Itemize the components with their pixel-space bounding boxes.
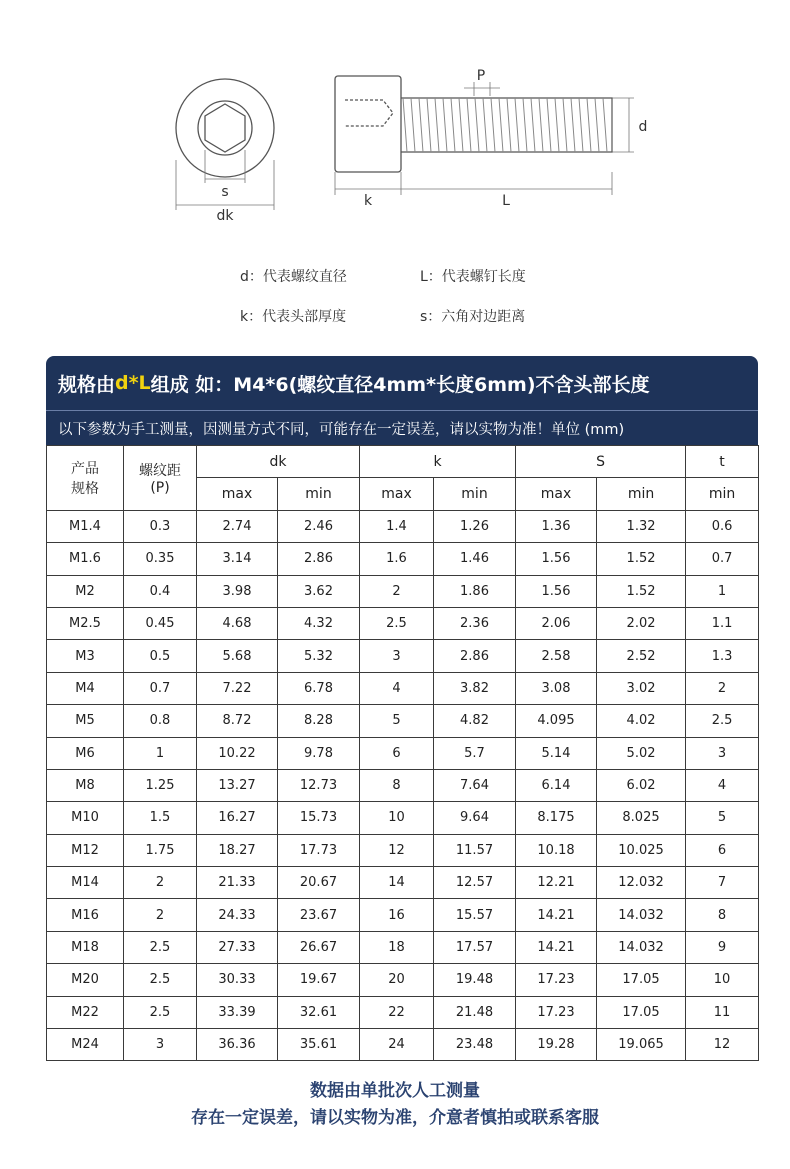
table-cell: 4.095 bbox=[516, 705, 597, 737]
title-post: 组成 如：M4*6(螺纹直径4mm*长度6mm)不含头部长度 bbox=[150, 373, 650, 396]
table-cell: 2.36 bbox=[434, 607, 516, 639]
table-cell: 17.05 bbox=[597, 964, 686, 996]
table-cell: 17.05 bbox=[597, 996, 686, 1028]
table-cell: 0.45 bbox=[124, 607, 197, 639]
table-cell: M3 bbox=[47, 640, 124, 672]
table-cell: 9.78 bbox=[278, 737, 360, 769]
table-row bbox=[47, 802, 759, 834]
table-cell: M6 bbox=[47, 737, 124, 769]
table-cell: 5.68 bbox=[197, 640, 278, 672]
legend-s: s：六角对边距离 bbox=[420, 309, 526, 325]
table-cell: M18 bbox=[47, 931, 124, 963]
table-cell: 10 bbox=[686, 964, 759, 996]
table-cell: 18 bbox=[360, 931, 434, 963]
sub-s-max: max bbox=[516, 478, 597, 510]
table-cell: M2.5 bbox=[47, 607, 124, 639]
table-cell: 7 bbox=[686, 867, 759, 899]
table-cell: 1 bbox=[686, 575, 759, 607]
table-row bbox=[47, 1029, 759, 1061]
table-cell: 0.4 bbox=[124, 575, 197, 607]
table-cell: 2.5 bbox=[360, 607, 434, 639]
table-cell: 17.57 bbox=[434, 931, 516, 963]
table-cell: M20 bbox=[47, 964, 124, 996]
table-cell: 1.32 bbox=[597, 510, 686, 542]
table-cell: 0.3 bbox=[124, 510, 197, 542]
table-cell: 1.1 bbox=[686, 607, 759, 639]
table-cell: 33.39 bbox=[197, 996, 278, 1028]
table-cell: 12.032 bbox=[597, 867, 686, 899]
table-cell: 13.27 bbox=[197, 769, 278, 801]
table-cell: 1.25 bbox=[124, 769, 197, 801]
table-cell: 5 bbox=[360, 705, 434, 737]
table-cell: 1.52 bbox=[597, 575, 686, 607]
table-cell: 2.06 bbox=[516, 607, 597, 639]
table-cell: 1.52 bbox=[597, 543, 686, 575]
table-row bbox=[47, 899, 759, 931]
label-l: L bbox=[502, 193, 510, 209]
legend-row bbox=[240, 256, 660, 296]
table-cell: 9.64 bbox=[434, 802, 516, 834]
screw-diagram bbox=[0, 0, 790, 240]
legend-k: k：代表头部厚度 bbox=[240, 309, 347, 325]
table-cell: 4.68 bbox=[197, 607, 278, 639]
table-cell: 3 bbox=[686, 737, 759, 769]
table-cell: 8.025 bbox=[597, 802, 686, 834]
table-cell: 21.33 bbox=[197, 867, 278, 899]
table-cell: 5.7 bbox=[434, 737, 516, 769]
table-cell: 1.56 bbox=[516, 543, 597, 575]
table-cell: 2 bbox=[686, 672, 759, 704]
table-row bbox=[47, 737, 759, 769]
table-cell: 7.64 bbox=[434, 769, 516, 801]
table-cell: 3.98 bbox=[197, 575, 278, 607]
table-cell: 17.73 bbox=[278, 834, 360, 866]
table-cell: 2.5 bbox=[124, 996, 197, 1028]
table-header-row bbox=[47, 446, 759, 478]
table-cell: 4.82 bbox=[434, 705, 516, 737]
hex-socket-icon bbox=[205, 104, 245, 152]
col-k: k bbox=[360, 446, 516, 478]
table-cell: 11.57 bbox=[434, 834, 516, 866]
label-s: s bbox=[221, 184, 229, 200]
table-row bbox=[47, 543, 759, 575]
table-cell: 8.28 bbox=[278, 705, 360, 737]
table-row bbox=[47, 834, 759, 866]
table-cell: 20.67 bbox=[278, 867, 360, 899]
table-cell: 4 bbox=[360, 672, 434, 704]
table-cell: 10.025 bbox=[597, 834, 686, 866]
table-cell: 1.56 bbox=[516, 575, 597, 607]
table-cell: M16 bbox=[47, 899, 124, 931]
table-row bbox=[47, 931, 759, 963]
table-cell: 10 bbox=[360, 802, 434, 834]
screw-side-view bbox=[335, 76, 612, 172]
table-cell: 0.7 bbox=[686, 543, 759, 575]
table-cell: 12.73 bbox=[278, 769, 360, 801]
table-cell: 32.61 bbox=[278, 996, 360, 1028]
spec-panel bbox=[46, 356, 758, 1061]
table-cell: 1.3 bbox=[686, 640, 759, 672]
footer-line1: 数据由单批次人工测量 bbox=[310, 1081, 480, 1101]
table-cell: 5.02 bbox=[597, 737, 686, 769]
table-cell: 6 bbox=[686, 834, 759, 866]
table-cell: 1.5 bbox=[124, 802, 197, 834]
table-cell: M22 bbox=[47, 996, 124, 1028]
table-cell: 2.74 bbox=[197, 510, 278, 542]
table-cell: 24.33 bbox=[197, 899, 278, 931]
table-cell: 2 bbox=[124, 899, 197, 931]
table-cell: 4.32 bbox=[278, 607, 360, 639]
table-cell: 15.73 bbox=[278, 802, 360, 834]
table-row bbox=[47, 672, 759, 704]
sub-t-min: min bbox=[686, 478, 759, 510]
table-row bbox=[47, 867, 759, 899]
legend bbox=[240, 256, 660, 336]
col-dk: dk bbox=[197, 446, 360, 478]
table-cell: 19.28 bbox=[516, 1029, 597, 1061]
table-cell: 2 bbox=[360, 575, 434, 607]
table-cell: 1.86 bbox=[434, 575, 516, 607]
table-cell: 11 bbox=[686, 996, 759, 1028]
spec-title bbox=[46, 356, 758, 410]
table-cell: 17.23 bbox=[516, 964, 597, 996]
table-cell: 14 bbox=[360, 867, 434, 899]
table-cell: 2 bbox=[124, 867, 197, 899]
table-cell: 10.22 bbox=[197, 737, 278, 769]
table-cell: 6.78 bbox=[278, 672, 360, 704]
table-row bbox=[47, 964, 759, 996]
table-cell: 19.065 bbox=[597, 1029, 686, 1061]
table-cell: 18.27 bbox=[197, 834, 278, 866]
table-row bbox=[47, 640, 759, 672]
table-cell: 27.33 bbox=[197, 931, 278, 963]
table-cell: 2.5 bbox=[686, 705, 759, 737]
table-cell: 19.67 bbox=[278, 964, 360, 996]
label-k: k bbox=[363, 193, 373, 209]
table-cell: 12 bbox=[686, 1029, 759, 1061]
table-cell: 20 bbox=[360, 964, 434, 996]
table-cell: 2.86 bbox=[434, 640, 516, 672]
table-cell: 16 bbox=[360, 899, 434, 931]
col-t: t bbox=[686, 446, 759, 478]
legend-row bbox=[240, 296, 660, 336]
footer-line2: 存在一定误差，请以实物为准，介意者慎拍或联系客服 bbox=[191, 1108, 599, 1128]
table-cell: 1.6 bbox=[360, 543, 434, 575]
table-cell: M2 bbox=[47, 575, 124, 607]
title-pre: 规格由 bbox=[58, 373, 116, 396]
table-cell: 0.7 bbox=[124, 672, 197, 704]
sub-k-min: min bbox=[434, 478, 516, 510]
spec-table bbox=[46, 445, 759, 1061]
table-cell: 8.72 bbox=[197, 705, 278, 737]
table-cell: M4 bbox=[47, 672, 124, 704]
table-cell: 23.67 bbox=[278, 899, 360, 931]
table-cell: 8.175 bbox=[516, 802, 597, 834]
table-cell: 4 bbox=[686, 769, 759, 801]
table-cell: 2.58 bbox=[516, 640, 597, 672]
col-pitch: 螺纹距 (P) bbox=[124, 446, 197, 511]
table-cell: 5.32 bbox=[278, 640, 360, 672]
legend-l: L：代表螺钉长度 bbox=[420, 269, 526, 285]
table-cell: 4.02 bbox=[597, 705, 686, 737]
table-cell: M24 bbox=[47, 1029, 124, 1061]
table-cell: M14 bbox=[47, 867, 124, 899]
table-row bbox=[47, 575, 759, 607]
table-cell: 6.02 bbox=[597, 769, 686, 801]
table-cell: 3.14 bbox=[197, 543, 278, 575]
table-cell: 6 bbox=[360, 737, 434, 769]
table-cell: M1.4 bbox=[47, 510, 124, 542]
table-cell: 5.14 bbox=[516, 737, 597, 769]
table-cell: 5 bbox=[686, 802, 759, 834]
table-body bbox=[47, 510, 759, 1061]
table-cell: 14.032 bbox=[597, 899, 686, 931]
table-cell: 19.48 bbox=[434, 964, 516, 996]
table-cell: 0.5 bbox=[124, 640, 197, 672]
table-cell: 3.62 bbox=[278, 575, 360, 607]
table-cell: M1.6 bbox=[47, 543, 124, 575]
table-cell: 1.75 bbox=[124, 834, 197, 866]
table-cell: 8 bbox=[686, 899, 759, 931]
table-cell: 1.26 bbox=[434, 510, 516, 542]
table-cell: M10 bbox=[47, 802, 124, 834]
table-cell: 35.61 bbox=[278, 1029, 360, 1061]
table-cell: 14.032 bbox=[597, 931, 686, 963]
sub-dk-min: min bbox=[278, 478, 360, 510]
col-s: S bbox=[516, 446, 686, 478]
head-top-view bbox=[176, 79, 274, 177]
sub-k-max: max bbox=[360, 478, 434, 510]
footer bbox=[0, 1078, 790, 1132]
table-cell: M8 bbox=[47, 769, 124, 801]
spec-note: 以下参数为手工测量，因测量方式不同，可能存在一定误差，请以实物为准！单位 (mm) bbox=[46, 410, 758, 445]
table-cell: 17.23 bbox=[516, 996, 597, 1028]
table-cell: 30.33 bbox=[197, 964, 278, 996]
table-cell: M12 bbox=[47, 834, 124, 866]
table-cell: 3 bbox=[124, 1029, 197, 1061]
table-cell: 2.46 bbox=[278, 510, 360, 542]
table-cell: 10.18 bbox=[516, 834, 597, 866]
col-spec: 产品 规格 bbox=[47, 446, 124, 511]
sub-dk-max: max bbox=[197, 478, 278, 510]
table-cell: 3 bbox=[360, 640, 434, 672]
table-cell: 0.35 bbox=[124, 543, 197, 575]
table-cell: 15.57 bbox=[434, 899, 516, 931]
label-dk: dk bbox=[216, 208, 234, 224]
table-row bbox=[47, 705, 759, 737]
table-cell: 21.48 bbox=[434, 996, 516, 1028]
table-cell: 1.4 bbox=[360, 510, 434, 542]
table-cell: 1.36 bbox=[516, 510, 597, 542]
table-cell: 3.08 bbox=[516, 672, 597, 704]
table-cell: 2.5 bbox=[124, 931, 197, 963]
table-cell: 22 bbox=[360, 996, 434, 1028]
table-cell: 6.14 bbox=[516, 769, 597, 801]
sub-s-min: min bbox=[597, 478, 686, 510]
table-cell: 2.5 bbox=[124, 964, 197, 996]
table-cell: 0.8 bbox=[124, 705, 197, 737]
table-cell: 24 bbox=[360, 1029, 434, 1061]
table-cell: 2.86 bbox=[278, 543, 360, 575]
legend-d: d：代表螺纹直径 bbox=[240, 269, 347, 285]
table-cell: 0.6 bbox=[686, 510, 759, 542]
table-row bbox=[47, 510, 759, 542]
table-row bbox=[47, 607, 759, 639]
table-cell: 3.02 bbox=[597, 672, 686, 704]
table-cell: 8 bbox=[360, 769, 434, 801]
table-cell: 26.67 bbox=[278, 931, 360, 963]
table-cell: 12 bbox=[360, 834, 434, 866]
title-highlight: d*L bbox=[115, 372, 151, 394]
table-cell: 3.82 bbox=[434, 672, 516, 704]
table-cell: 16.27 bbox=[197, 802, 278, 834]
table-cell: 2.52 bbox=[597, 640, 686, 672]
table-row bbox=[47, 996, 759, 1028]
table-cell: 14.21 bbox=[516, 931, 597, 963]
table-cell: 7.22 bbox=[197, 672, 278, 704]
table-row bbox=[47, 769, 759, 801]
label-p: P bbox=[476, 68, 486, 84]
table-cell: 2.02 bbox=[597, 607, 686, 639]
table-cell: 12.21 bbox=[516, 867, 597, 899]
table-cell: 23.48 bbox=[434, 1029, 516, 1061]
table-cell: 14.21 bbox=[516, 899, 597, 931]
table-cell: 1 bbox=[124, 737, 197, 769]
table-cell: 9 bbox=[686, 931, 759, 963]
table-cell: M5 bbox=[47, 705, 124, 737]
label-d: d bbox=[638, 119, 648, 135]
table-cell: 1.46 bbox=[434, 543, 516, 575]
table-cell: 36.36 bbox=[197, 1029, 278, 1061]
table-cell: 12.57 bbox=[434, 867, 516, 899]
